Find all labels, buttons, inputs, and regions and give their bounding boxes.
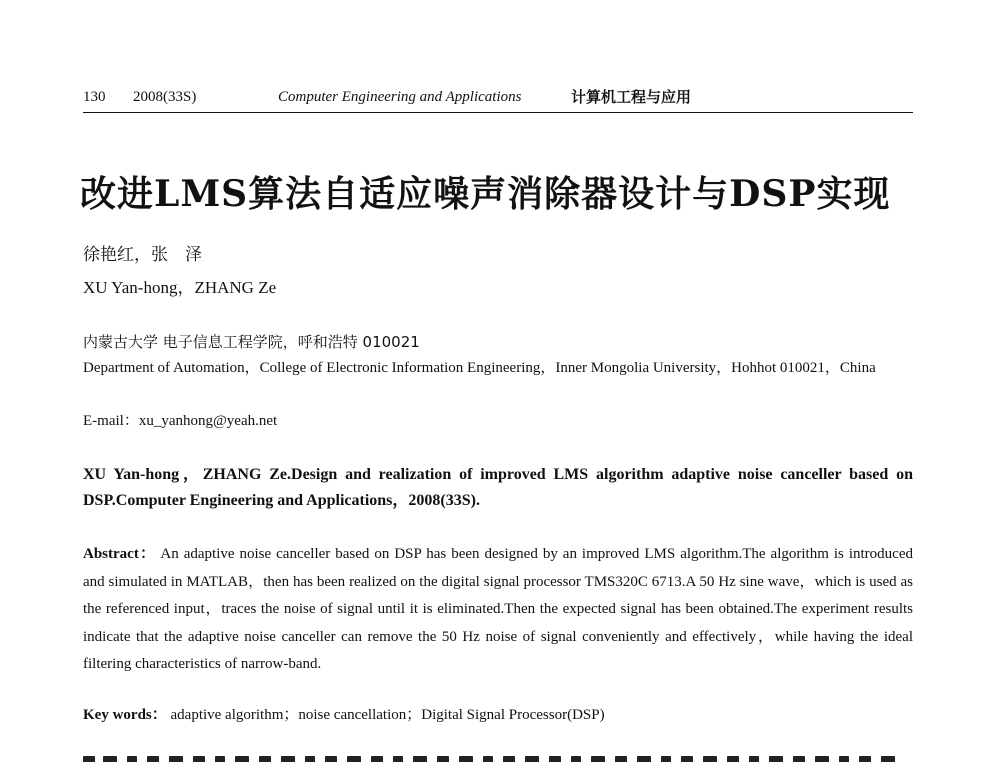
page-number: 130 (83, 89, 106, 105)
keywords (83, 702, 913, 728)
affiliation-cn: 内蒙古大学 电子信息工程学院，呼和浩特 010021 (83, 333, 420, 351)
paper-title: 改进LMS算法自适应噪声消除器设计与DSP实现 (80, 173, 891, 215)
journal-name-en: Computer Engineering and Applications (278, 89, 522, 105)
keywords-label: Key words： (83, 707, 167, 723)
author-email: E-mail：xu_yanhong@yeah.net (83, 413, 278, 429)
running-header (83, 82, 913, 113)
abstract-label: Abstract： (83, 546, 157, 562)
authors-en: XU Yan-hong，ZHANG Ze (83, 278, 277, 297)
journal-name-cn: 计算机工程与应用 (571, 88, 692, 106)
truncated-next-line (83, 752, 913, 762)
issue-info: 2008(33S) (133, 89, 197, 105)
affiliation-en: Department of Automation，College of Electronic Information Engineering，Inner Mongolia University，Hohhot 010021，China (83, 360, 876, 376)
keywords-text: adaptive algorithm；noise cancellation；Digital Signal Processor(DSP) (170, 707, 605, 723)
abstract (83, 541, 913, 679)
abstract-text: An adaptive noise canceller based on DSP has been designed by an improved LMS algorithm.The algorithm is introduced and simulated in MATLAB，then has been realized on the digital signal processor TMS320C 6713.A 50 Hz sine wave，which is used as the referenced input，traces the noise of signal until it is eliminated.Then the expected signal has been obtained.The experiment results indicate that the adaptive noise canceller can remove the 50 Hz noise of signal conveniently and effectively，while having the ideal filtering characteristics of narrow-band. (83, 546, 913, 672)
citation: XU Yan-hong，ZHANG Ze.Design and realization of improved LMS algorithm adaptive noise canceller based on DSP.Computer Engineering and Applications，2008(33S). (83, 466, 913, 509)
authors-cn: 徐艳红，张 泽 (83, 245, 202, 265)
